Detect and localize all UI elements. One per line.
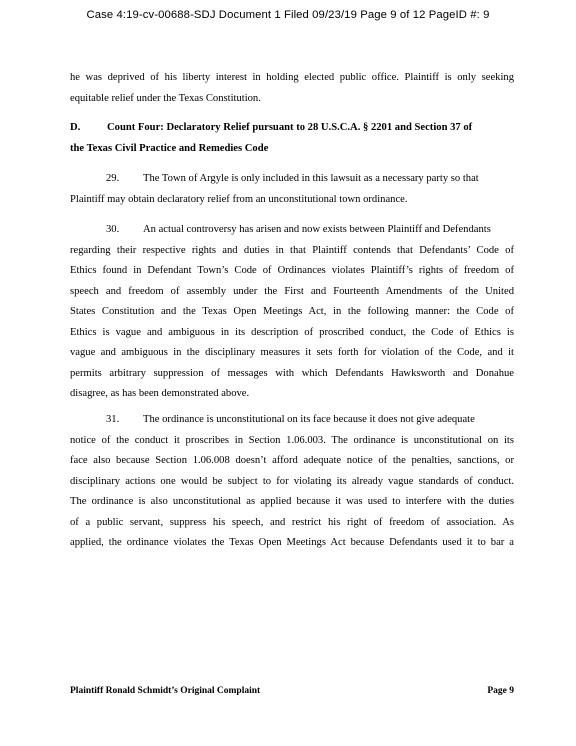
page-footer — [70, 686, 514, 696]
intro-line-1: he was deprived of his liberty interest in holding elected public office. Plaintiff is only seeking — [70, 72, 514, 83]
heading-line-1 — [70, 118, 514, 139]
para29-number: 29. — [106, 173, 120, 184]
heading-line-2: the Texas Civil Practice and Remedies Code — [70, 142, 269, 154]
para30-line: Ethics is vague and ambiguous in its description of proscribed conduct, the Code of Ethics is — [70, 326, 514, 338]
section-heading — [70, 118, 514, 159]
para30-line: disagree, as has been demonstrated above. — [70, 388, 250, 399]
document-body — [70, 68, 514, 109]
para30-first-text: An actual controversy has arisen and now exists between Plaintiff and Defendants — [143, 224, 491, 235]
para30-line: Ethics found in Defendant Town’s Code of Ordinances violates Plaintiff’s rights of freedom of — [70, 265, 514, 276]
para31-line: face also because Section 1.06.008 doesn’t afford adequate notice of the penalties, sanctions, or — [70, 455, 514, 466]
para31-line: applied, the ordinance violates the Texas Open Meetings Act because Defendants used it to bar a — [70, 537, 514, 548]
para31-first-text: The ordinance is unconstitutional on its face because it does not give adequate — [143, 414, 475, 425]
para31-line: notice of the conduct it proscribes in Section 1.06.003. The ordinance is unconstitutional on its — [70, 434, 514, 446]
para30-line: permits arbitrary suppression of messages with which Defendants Hawksworth and Donahue — [70, 367, 514, 379]
footer-title: Plaintiff Ronald Schmidt’s Original Complaint — [70, 686, 261, 696]
para31-line: The ordinance is also unconstitutional as applied because it was used to interfere with the duties — [70, 496, 514, 507]
paragraph-29 — [70, 169, 514, 210]
para30-line: vague and ambiguous in the disciplinary measures it sets forth for violation of the Code, and it — [70, 347, 514, 358]
para31-first-line — [70, 410, 514, 431]
para29-first-line — [70, 169, 514, 190]
heading-title-1: Count Four: Declaratory Relief pursuant to 28 U.S.C.A. § 2201 and Section 37 of — [107, 122, 473, 133]
intro-line-2: equitable relief under the Texas Constitution. — [70, 92, 261, 104]
para31-number: 31. — [106, 414, 120, 425]
paragraph-30 — [70, 220, 514, 405]
footer-page-number: Page 9 — [487, 686, 514, 696]
para30-first-line — [70, 220, 514, 241]
case-header: Case 4:19-cv-00688-SDJ Document 1 Filed 09/23/19 Page 9 of 12 PageID #: 9 — [86, 9, 490, 21]
para30-number: 30. — [106, 224, 120, 235]
para30-line: speech and freedom of assembly under the First and Fourteenth Amendments of the United — [70, 285, 514, 297]
para30-line: regarding their respective rights and duties in that Plaintiff contends that Defendants’ Code of — [70, 244, 514, 256]
para29-line: Plaintiff may obtain declaratory relief from an unconstitutional town ordinance. — [70, 193, 408, 205]
para29-first-text: The Town of Argyle is only included in this lawsuit as a necessary party so that — [143, 173, 479, 184]
para31-line: disciplinary actions one would be subject to for violating its already vague standards of conduct. — [70, 475, 514, 487]
para30-line: States Constitution and the Texas Open Meetings Act, in the following manner: the Code of — [70, 306, 514, 317]
heading-letter: D. — [70, 122, 81, 133]
paragraph-31 — [70, 410, 514, 554]
para31-line: of a public servant, suppress his speech, and restrict his right of freedom of association. As — [70, 516, 514, 528]
